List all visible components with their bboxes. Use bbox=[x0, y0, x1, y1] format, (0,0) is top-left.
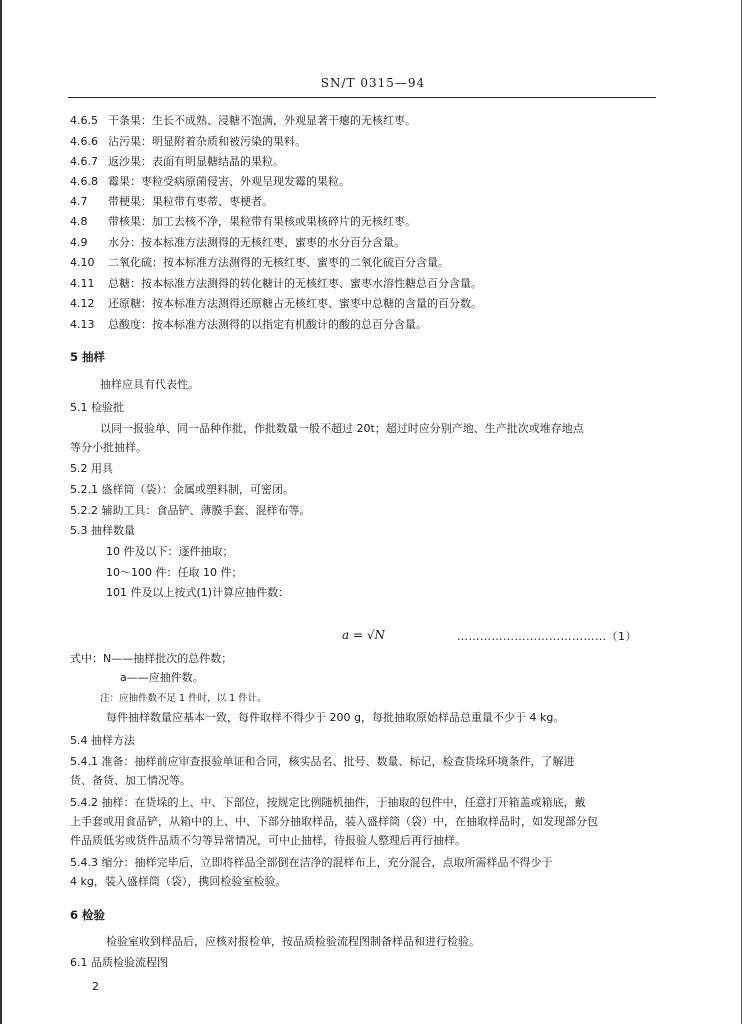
definition-number: 4.13 bbox=[70, 318, 95, 331]
section-5-intro: 抽样应具有代表性。 bbox=[100, 378, 199, 391]
definition-item bbox=[70, 215, 670, 229]
section-5-4-3-cont: 4 kg，装入盛样筒（袋），携回检验室检验。 bbox=[70, 875, 287, 888]
definition-text: 总酸度：按本标准方法测得的以指定有机酸计的酸的总百分含量。 bbox=[108, 318, 427, 331]
definition-number: 4.7 bbox=[70, 195, 88, 208]
section-5-2-heading: 5.2 用具 bbox=[70, 462, 113, 475]
section-5-1-paragraph: 以同一报验单、同一品种作批，作批数量一般不超过 20t；超过时应分别产地、生产批次或堆存地点 bbox=[100, 422, 584, 435]
definition-text: 还原糖：按本标准方法测得还原糖占无核红枣、蜜枣中总糖的含量的百分数。 bbox=[108, 297, 482, 310]
definition-item bbox=[70, 277, 670, 291]
definition-item bbox=[70, 318, 670, 332]
sampling-formula: a = √N bbox=[342, 628, 385, 642]
definition-item bbox=[70, 297, 670, 311]
section-6-1-heading: 6.1 品质检验流程图 bbox=[70, 956, 168, 969]
definition-item bbox=[70, 175, 670, 189]
definition-text: 霉果：枣粒受病原菌侵害、外观呈现发霉的果粒。 bbox=[108, 175, 350, 188]
definition-number: 4.6.5 bbox=[70, 114, 98, 127]
definition-number: 4.8 bbox=[70, 215, 88, 228]
section-5-3-heading: 5.3 抽样数量 bbox=[70, 524, 135, 537]
definition-text: 干条果：生长不成熟、浸糖不饱满，外观显著干瘪的无核红枣。 bbox=[108, 114, 416, 127]
definition-number: 4.6.7 bbox=[70, 155, 98, 168]
section-6-heading: 6 检验 bbox=[70, 908, 106, 922]
formula-number: …………………………………（1） bbox=[457, 630, 637, 643]
section-5-3-item: 10 件及以下：逐件抽取； bbox=[106, 545, 234, 558]
formula-where-2: a——应抽件数。 bbox=[120, 671, 204, 684]
sampling-note: 注：应抽件数不足 1 件时，以 1 件计。 bbox=[100, 693, 267, 704]
section-5-3-weight: 每件抽样数量应基本一致，每件取样不得少于 200 g，每批抽取原始样品总重量不少于 4 kg。 bbox=[106, 711, 565, 724]
definition-number: 4.12 bbox=[70, 297, 95, 310]
section-5-4-heading: 5.4 抽样方法 bbox=[70, 734, 135, 747]
definition-text: 沾污果：明显附着杂质和被污染的果料。 bbox=[108, 135, 306, 148]
definition-item bbox=[70, 135, 670, 149]
definition-item bbox=[70, 195, 670, 209]
section-5-4-1: 5.4.1 准备：抽样前应审查报验单证和合同，核实品名、批号、数量、标记，检查货垛环境条件，了解进 bbox=[70, 755, 575, 768]
section-5-4-2-cont: 上手套或用食品铲，从箱中的上、中、下部分抽取样品，装入盛样筒（袋）中，在抽取样品时，如发现部分包 bbox=[70, 815, 598, 828]
definition-text: 返沙果：表面有明显糖结晶的果粒。 bbox=[108, 155, 284, 168]
definition-number: 4.10 bbox=[70, 256, 95, 269]
section-5-3-item: 10～100 件：任取 10 件； bbox=[106, 566, 243, 579]
section-5-2-2: 5.2.2 辅助工具：食品铲、薄膜手套、混样布等。 bbox=[70, 504, 311, 517]
definition-number: 4.6.8 bbox=[70, 175, 98, 188]
standard-header: SN/T 0315—94 bbox=[320, 76, 426, 90]
section-5-1-paragraph-cont: 等分小批抽样。 bbox=[70, 441, 147, 454]
definition-text: 总糖：按本标准方法测得的转化糖计的无核红枣、蜜枣水溶性糖总百分含量。 bbox=[108, 277, 482, 290]
section-5-4-2-cont: 件品质低劣或货件品质不匀等异常情况，可中止抽样，待报验人整理后再行抽样。 bbox=[70, 834, 466, 847]
section-6-intro: 检验室收到样品后，应核对报检单，按品质检验流程图制备样品和进行检验。 bbox=[106, 935, 480, 948]
formula-where-1: 式中：N——抽样批次的总件数； bbox=[70, 652, 233, 665]
section-5-4-2: 5.4.2 抽样：在货垛的上、中、下部位，按规定比例随机抽件，于抽取的包件中，任意打开箱盖或箱底，戴 bbox=[70, 796, 586, 809]
section-5-3-item: 101 件及以上按式(1)计算应抽件数： bbox=[106, 586, 290, 599]
definition-text: 水分：按本标准方法测得的无核红枣、蜜枣的水分百分含量。 bbox=[108, 236, 405, 249]
header-rule bbox=[68, 97, 656, 98]
definition-item bbox=[70, 236, 670, 250]
definition-item bbox=[70, 155, 670, 169]
section-5-1-heading: 5.1 检验批 bbox=[70, 401, 124, 414]
definition-number: 4.11 bbox=[70, 277, 95, 290]
definition-text: 带核果：加工去核不净，果粒带有果核或果核碎片的无核红枣。 bbox=[108, 215, 416, 228]
definition-text: 带梗果：果粒带有枣蒂、枣梗者。 bbox=[108, 195, 273, 208]
section-5-2-1: 5.2.1 盛样筒（袋）：金属或塑料制，可密闭。 bbox=[70, 483, 294, 496]
definition-text: 二氧化硫：按本标准方法测得的无核红枣、蜜枣的二氧化硫百分含量。 bbox=[108, 256, 449, 269]
page-number: 2 bbox=[92, 980, 99, 993]
section-5-4-3: 5.4.3 缩分：抽样完毕后，立即将样品全部倒在洁净的混样布上，充分混合，点取所需样品不得少于 bbox=[70, 856, 553, 869]
definition-number: 4.6.6 bbox=[70, 135, 98, 148]
section-5-4-1-cont: 货、备货、加工情况等。 bbox=[70, 774, 191, 787]
section-5-heading: 5 抽样 bbox=[70, 350, 106, 364]
definition-item bbox=[70, 256, 670, 270]
definition-item bbox=[70, 114, 670, 128]
definition-number: 4.9 bbox=[70, 236, 88, 249]
